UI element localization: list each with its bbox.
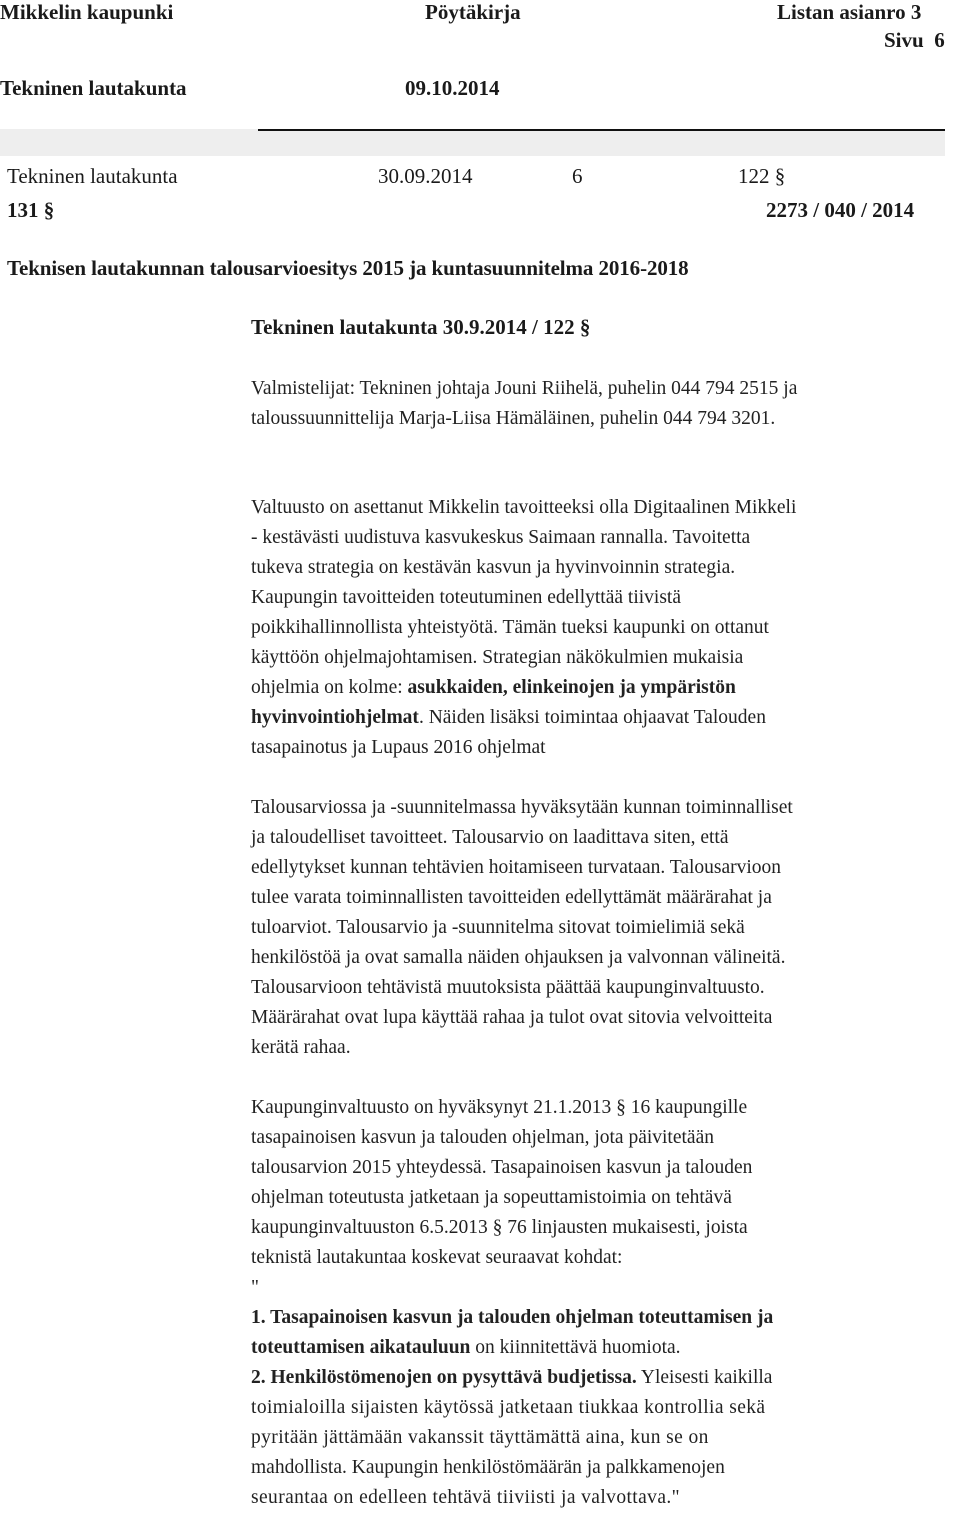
text-line: ja taloudelliset tavoitteet. Talousarvio on laadittava siten, että xyxy=(251,827,729,848)
item-2-emphasis: 2. Henkilöstömenojen on pysyttävä budjetissa. xyxy=(251,1367,637,1388)
header-divider-band xyxy=(0,129,945,156)
header-date: 09.10.2014 xyxy=(405,76,500,100)
numbered-items xyxy=(251,1303,957,1513)
text-line: poikkihallinnollista yhteistyötä. Tämän tueksi kaupunki on ottanut xyxy=(251,617,769,638)
item-1-line xyxy=(251,1333,957,1363)
paragraph-strategy xyxy=(251,493,957,763)
preparers xyxy=(251,374,957,434)
preparers-line: taloussuunnittelija Marja-Liisa Hämäläinen, puhelin 044 794 3201. xyxy=(251,408,776,429)
text-run: . Näiden lisäksi toimintaa ohjaavat Talouden xyxy=(418,707,766,728)
text-line: " xyxy=(251,1277,259,1298)
item-2-line: toimialoilla sijaisten käytössä jatketaan tiukkaa kontrollia sekä xyxy=(251,1397,766,1418)
text-line: henkilöstöä ja ovat samalla näiden ohjauksen ja valvonnan välineitä. xyxy=(251,947,786,968)
text-line: - kestävästi uudistuva kasvukeskus Saimaan rannalla. Tavoitetta xyxy=(251,527,751,548)
item-2-line: pyritään jättämään vakanssit täyttämättä aina, kun se on xyxy=(251,1427,709,1448)
text-line: Kaupungin tavoitteiden toteutuminen edellyttää tiivistä xyxy=(251,587,681,608)
page-title: Teknisen lautakunnan talousarvioesitys 2015 ja kuntasuunnitelma 2016-2018 xyxy=(7,256,689,280)
paragraph-council-decision xyxy=(251,1093,957,1303)
text-line: edellytykset kunnan tehtävien hoitamiseen turvataan. Talousarvioon xyxy=(251,857,782,878)
ref-date: 30.09.2014 xyxy=(378,164,473,188)
paragraph-budget xyxy=(251,793,957,1063)
text-line: Talousarvioon tehtävistä muutoksista päättää kaupunginvaltuusto. xyxy=(251,977,765,998)
text-line: tulee varata toiminnallisten tavoitteiden edellyttämät määrärahat ja xyxy=(251,887,772,908)
item-1-emphasis: toteuttamisen aikatauluun xyxy=(251,1337,471,1358)
item-2-line: seurantaa on edelleen tehtävä tiiviisti ja valvottava." xyxy=(251,1487,681,1508)
item-2-line: mahdollista. Kaupungin henkilöstömäärän ja palkkamenojen xyxy=(251,1457,725,1478)
ref-board: Tekninen lautakunta xyxy=(7,164,178,188)
text-line: tasapainoisen kasvun ja talouden ohjelman, jota päivitetään xyxy=(251,1127,714,1148)
text-line: talousarvion 2015 yhteydessä. Tasapainoisen kasvun ja talouden xyxy=(251,1157,753,1178)
text-run: Yleisesti kaikilla xyxy=(636,1367,773,1388)
item-1-line: 1. Tasapainoisen kasvun ja talouden ohjelman toteuttamisen ja xyxy=(251,1307,774,1328)
city-name: Mikkelin kaupunki xyxy=(0,0,174,24)
text-line: kerätä rahaa. xyxy=(251,1037,351,1058)
text-line: Kaupunginvaltuusto on hyväksynyt 21.1.2013 § 16 kaupungille xyxy=(251,1097,748,1118)
page-number: Sivu 6 xyxy=(884,28,945,52)
text-line: kaupunginvaltuuston 6.5.2013 § 76 linjausten mukaisesti, joista xyxy=(251,1217,748,1238)
text-line: tasapainotus ja Lupaus 2016 ohjelmat xyxy=(251,737,546,758)
text-line: tuloarviot. Talousarvio ja -suunnitelma sitovat toimielimiä sekä xyxy=(251,917,745,938)
ref-section: 122 § xyxy=(738,164,786,188)
text-run: on kiinnitettävä huomiota. xyxy=(470,1337,681,1358)
text-line: tukeva strategia on kestävän kasvun ja hyvinvoinnin strategia. xyxy=(251,557,736,578)
item-number: 131 § xyxy=(7,198,55,222)
item-2-line xyxy=(251,1363,957,1393)
header-board: Tekninen lautakunta xyxy=(0,76,187,100)
preparers-line: Valmistelijat: Tekninen johtaja Jouni Riihelä, puhelin 044 794 2515 ja xyxy=(251,378,798,399)
meeting-reference: Tekninen lautakunta 30.9.2014 / 122 § xyxy=(251,315,591,339)
text-line: ohjelman toteutusta jatketaan ja sopeuttamistoimia on tehtävä xyxy=(251,1187,732,1208)
programs-emphasis: hyvinvointiohjelmat xyxy=(251,707,419,728)
document-type: Pöytäkirja xyxy=(425,0,521,24)
programs-emphasis: asukkaiden, elinkeinojen ja ympäristön xyxy=(407,677,736,698)
text-line: Talousarviossa ja -suunnitelmassa hyväksytään kunnan toiminnalliset xyxy=(251,797,793,818)
text-line: käyttöön ohjelmajohtamisen. Strategian näkökulmien mukaisia xyxy=(251,647,744,668)
ref-number: 6 xyxy=(572,164,583,188)
text-line: Määrärahat ovat lupa käyttää rahaa ja tulot ovat sitovia velvoitteita xyxy=(251,1007,773,1028)
text-line xyxy=(251,703,957,733)
list-item-number: Listan asianro 3 xyxy=(777,0,922,24)
text-line: Valtuusto on asettanut Mikkelin tavoitteeksi olla Digitaalinen Mikkeli xyxy=(251,497,797,518)
header-divider-line xyxy=(258,129,945,131)
text-line: teknistä lautakuntaa koskevat seuraavat kohdat: xyxy=(251,1247,623,1268)
text-run: ohjelmia on kolme: xyxy=(251,677,408,698)
record-id: 2273 / 040 / 2014 xyxy=(766,198,915,222)
text-line xyxy=(251,673,957,703)
